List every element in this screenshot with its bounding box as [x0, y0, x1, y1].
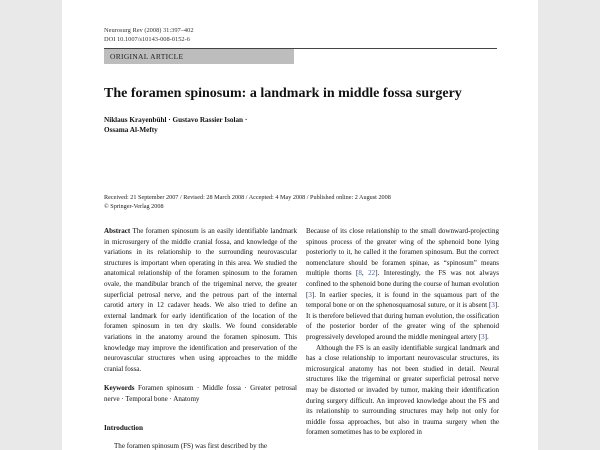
p1-text-a: Because of its close relationship to the small downward-projecting spinous process of the greater wing of the sphenoid bone lying posteriorly to it, he called it the foramen spinosum. But the correct nomenclature should be foramen spinae, as “spinosum” means multiple thorns [ [306, 227, 499, 278]
abstract-text: The foramen spinosum is an easily identifiable landmark in microsurgery of the middle cranial fossa, and knowledge of the variations in its relationship to the surrounding neurovascular structures is important when operating in this area. We studied the anatomical relationship of the foramen spinosum to the foramen ovale, the mandibular branch of the trigeminal nerve, the greater superficial petrosal nerve, and the petrous part of the internal carotid artery in 12 cadaver heads. We also tried to define an external landmark for early identification of the location of the foramen spinosum in ten dry skulls. We found considerable variations in the anatomy around the foramen spinosum. This knowledge may improve the identification and preservation of the neurovascular structures when using approaches to the middle cranial fossa. [104, 227, 297, 373]
body-paragraph-2: Although the FS is an easily identifiable surgical landmark and has a close relationship to important neurovascular structures, its microsurgical anatomy has not been studied in detail. Neural structures like the trigeminal or greater superficial petrosal nerve may be distorted or invaded by tumor, making their identification during surgery difficult. An improved knowledge about the FS and its relationship to surrounding structures may help not only for middle fossa approaches, but also in trauma surgery when the foramen sometimes has to be explored in [306, 343, 499, 437]
citation-link[interactable]: 3 [491, 301, 495, 310]
journal-citation: Neurosurg Rev (2008) 31:397–402 [104, 27, 194, 34]
p1-comma: , [361, 269, 369, 278]
authors-line-1: Niklaus Krayenbühl · Gustavo Rassier Isolan · [104, 116, 248, 124]
left-column [104, 226, 297, 450]
authors-line-2: Ossama Al-Mefty [104, 125, 158, 134]
keywords-label: Keywords [104, 384, 135, 393]
article-type-banner [104, 49, 294, 64]
abstract-label: Abstract [104, 227, 131, 235]
p1-text-e: ]. [484, 332, 489, 341]
article-page [62, 0, 538, 450]
abstract [104, 226, 297, 374]
copyright: © Springer-Verlag 2008 [104, 202, 164, 210]
right-column [306, 226, 499, 438]
doi: DOI 10.1007/s10143-008-0152-6 [104, 35, 190, 43]
keywords [104, 383, 297, 404]
citation-link[interactable]: 3 [308, 290, 312, 299]
author-list [104, 116, 404, 136]
p1-text-b: ]. Interestingly, the FS was not always confined to the sphenoid bone during the course of human evolution [ [306, 269, 499, 299]
publication-dates [104, 194, 504, 211]
article-title: The foramen spinosum: a landmark in middle fossa surgery [104, 86, 462, 101]
article-type-label: ORIGINAL ARTICLE [110, 52, 184, 61]
date-history: Received: 21 September 2007 / Revised: 28 March 2008 / Accepted: 4 May 2008 / Published online: 2 August 2008 [104, 194, 391, 201]
keywords-text: Foramen spinosum · Middle fossa · Greater petrosal nerve · Temporal bone · Anatomy [104, 384, 297, 403]
introduction-first-line: The foramen spinosum (FS) was first described by the [114, 442, 268, 450]
citation-link[interactable]: 22 [368, 269, 376, 278]
p1-text-c: ]. In earlier species, it is found in the squamous part of the temporal bone or on the sphenosquamosal suture, or it is absent [ [306, 290, 499, 310]
introduction-heading: Introduction [104, 423, 144, 432]
body-paragraph-1 [306, 226, 499, 343]
p1-text-d: ]. It is therefore believed that during human evolution, the ossification of the posterior border of the greater wing of the sphenoid progressively developed around the middle meningeal artery [ [306, 301, 499, 341]
citation-link[interactable]: 8 [358, 269, 362, 278]
citation-link[interactable]: 3 [481, 332, 485, 341]
journal-header [104, 27, 194, 44]
